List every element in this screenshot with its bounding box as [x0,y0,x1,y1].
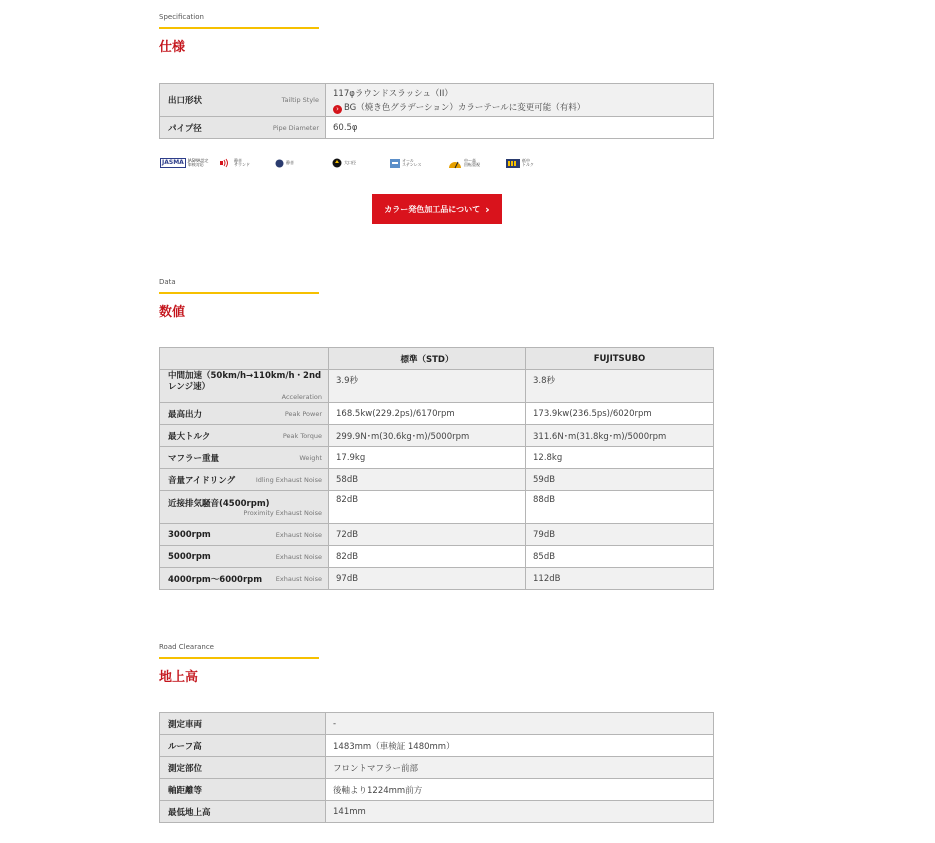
table-row [160,447,714,469]
row-value: フロントマフラー前部 [326,757,714,779]
column-header-fujitsubo: FUJITSUBO [526,348,714,370]
row-sublabel: Tailtip Style [281,96,319,104]
chevron-right-icon: › [485,202,490,216]
row-sublabel: Peak Power [284,409,322,418]
table-row [160,568,714,590]
row-label: ルーフ高 [168,741,202,752]
quiet-icon: 静音 [275,155,294,171]
color-processing-button-label: カラー発色加工品について [384,204,481,214]
stainless-icon: オール ステンレス [390,155,422,171]
battery-icon: 低中 トルク [506,155,534,171]
std-value: 58dB [329,469,526,491]
row-value: 60.5φ [326,117,714,139]
row-label: 音量アイドリング [168,475,236,486]
row-value: 141mm [326,801,714,823]
row-sublabel: Exhaust Noise [275,530,322,539]
row-label: パイプ径 [168,123,202,134]
std-value: 82dB [329,546,526,568]
clearance-eyebrow: Road Clearance [159,643,214,651]
row-label: 出口形状 [168,96,203,106]
row-label: 最低地上高 [168,807,211,818]
spec-title: 仕様 [159,40,186,55]
column-header-std: 標準（STD） [329,348,526,370]
column-header [160,348,329,370]
table-row [160,403,714,425]
row-value: - [326,713,714,735]
table-row [160,84,714,117]
table-row [160,546,714,568]
row-sublabel: Weight [299,453,322,462]
row-label: 最大トルク [168,431,211,442]
table-row [160,735,714,757]
table-row [160,524,714,546]
fujitsubo-value: 112dB [526,568,714,590]
row-value: 後軸より1224mm前方 [326,779,714,801]
spec-rule [159,27,319,29]
row-label: 最高出力 [168,409,203,420]
data-rule [159,292,319,294]
gauge-icon: 中～高 回転重視 [448,155,480,171]
row-sublabel: Peak Torque [282,431,322,440]
row-sublabel: Pipe Diameter [272,123,319,132]
row-label: 5000rpm [168,551,211,562]
data-section-header [159,278,714,320]
row-label: 近接排気騒音(4500rpm) [168,499,270,509]
table-header-row [160,348,714,370]
row-sublabel: Exhaust Noise [275,552,322,561]
std-value: 17.9kg [329,447,526,469]
table-row [160,425,714,447]
fujitsubo-value: 59dB [526,469,714,491]
row-sublabel: Proximity Exhaust Noise [243,509,322,517]
large-bore-icon: 大口径 [332,155,356,171]
jasma-icon: JASMA JASMA認定 車検対応 [162,157,209,167]
data-title: 数値 [159,305,186,320]
row-sublabel: Acceleration [281,393,322,401]
spec-section-header [159,13,714,55]
table-row [160,469,714,491]
fujitsubo-value: 12.8kg [526,447,714,469]
row-label: 測定部位 [168,763,203,774]
fujitsubo-value: 88dB [526,491,714,524]
fujitsubo-value: 79dB [526,524,714,546]
row-label: 4000rpm～6000rpm [168,574,263,585]
row-label: 軸距離等 [168,785,203,796]
std-value: 97dB [329,568,526,590]
row-value: 1483mm（車検証 1480mm） [326,735,714,757]
clearance-title: 地上高 [159,670,199,685]
clearance-table [159,712,714,823]
row-label: 3000rpm [168,529,211,540]
color-processing-button[interactable] [372,194,502,224]
fujitsubo-value: 3.8秒 [526,370,714,403]
data-table [159,347,714,590]
circle-arrow-icon: › [333,105,342,114]
fujitsubo-value: 311.6N･m(31.8kg･m)/5000rpm [526,425,714,447]
table-row [160,117,714,139]
fujitsubo-value: 173.9kw(236.5ps)/6020rpm [526,403,714,425]
row-label: マフラー重量 [168,453,220,464]
table-row [160,370,714,403]
std-value: 299.9N･m(30.6kg･m)/5000rpm [329,425,526,447]
table-row [160,757,714,779]
fujitsubo-value: 85dB [526,546,714,568]
table-row [160,713,714,735]
spec-eyebrow: Specification [159,13,204,21]
std-value: 82dB [329,491,526,524]
std-value: 168.5kw(229.2ps)/6170rpm [329,403,526,425]
row-value-note: BG（焼き色グラデーション）カラーテールに変更可能（有料） [344,102,586,113]
row-sublabel: Exhaust Noise [275,574,322,583]
table-row [160,491,714,524]
row-label: 測定車両 [168,719,203,730]
clearance-rule [159,657,319,659]
row-sublabel: Idling Exhaust Noise [255,475,322,484]
sound-icon: 静音 サウンド [220,155,250,171]
std-value: 72dB [329,524,526,546]
std-value: 3.9秒 [329,370,526,403]
clearance-section-header [159,643,714,685]
feature-icons [160,155,560,173]
spec-table [159,83,714,139]
row-label: 中間加速（50km/h→110km/h・2ndレンジ速） [168,371,322,392]
data-eyebrow: Data [159,278,176,286]
row-value: 117φラウンドスラッシュ（II） [333,88,453,99]
table-row [160,779,714,801]
table-row [160,801,714,823]
